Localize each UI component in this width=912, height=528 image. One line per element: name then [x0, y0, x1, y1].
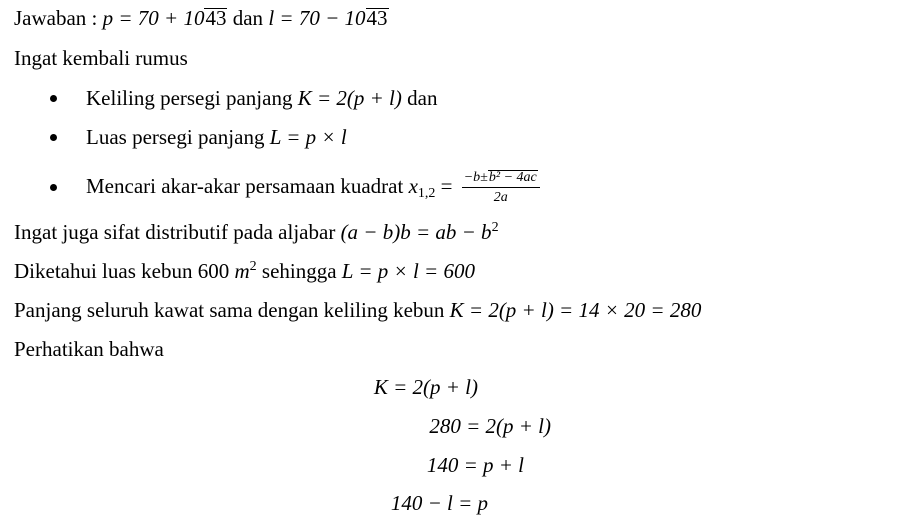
notice-line: Perhatikan bahwa [14, 337, 164, 361]
equation-rhs: = 2(p + l) [387, 375, 478, 399]
area-text: Diketahui luas kebun 600 [14, 259, 235, 283]
distributive-text: Ingat juga sifat distributif pada aljabar [14, 220, 341, 244]
recall-formula-line: Ingat kembali rumus [14, 46, 188, 70]
equation-row [184, 452, 524, 478]
area-mid-text: sehingga [256, 259, 342, 283]
bullet-dot-1 [50, 95, 57, 102]
answer-line [14, 5, 389, 31]
equation-rhs: = p [452, 491, 488, 515]
bullet-keliling [86, 85, 437, 111]
bullet-dot-3 [50, 184, 57, 191]
x-subscript: 1,2 [417, 186, 436, 201]
distributive-formula: (a − b)b = ab − b [340, 220, 492, 244]
area-unit: m [234, 259, 250, 283]
sqrt-43-b: 43 [366, 6, 388, 30]
bullet-keliling-text: Keliling persegi panjang [86, 86, 298, 110]
bullet-luas [86, 124, 347, 150]
equation-lhs: 280 [429, 414, 461, 438]
equation-rhs: = p + l [458, 453, 524, 477]
x-variable: x [408, 174, 418, 198]
conjunction-dan: dan [227, 6, 269, 30]
quadratic-fraction [462, 170, 540, 206]
equation-row [138, 374, 478, 400]
keliling-formula: K = 2(p + l) [297, 86, 402, 110]
equation-lhs: 140 [426, 453, 459, 477]
fraction-numerator: −b±b² − 4ac [462, 170, 540, 188]
bullet-quadratic [86, 166, 540, 206]
equation-rhs: = 2(p + l) [460, 414, 551, 438]
wire-text: Panjang seluruh kawat sama dengan keliling kebun [14, 298, 450, 322]
bullet-keliling-after: dan [401, 86, 438, 110]
wire-formula: K = 2(p + l) = 14 × 20 = 280 [449, 298, 702, 322]
luas-formula: L = p × l [269, 125, 347, 149]
answer-label: Jawaban : [14, 6, 103, 30]
discriminant-sqrt: b² − 4ac [488, 170, 537, 186]
distributive-exponent: 2 [491, 220, 499, 235]
equation-lhs: K [373, 375, 388, 399]
equation-row [148, 490, 488, 516]
wire-line [14, 297, 701, 323]
sqrt-43-a: 43 [205, 6, 227, 30]
area-line [14, 258, 475, 284]
area-unit-exponent: 2 [249, 259, 257, 274]
bullet-luas-text: Luas persegi panjang [86, 125, 270, 149]
l-expression: l = 70 − 10 [268, 6, 366, 30]
distributive-line [14, 219, 499, 245]
equation-row [211, 413, 551, 439]
fraction-denominator: 2a [493, 190, 508, 206]
p-expression: p = 70 + 10 [102, 6, 205, 30]
bullet-quadratic-text: Mencari akar-akar persamaan kuadrat [86, 174, 409, 198]
area-formula: L = p × l = 600 [341, 259, 475, 283]
equation-lhs: 140 − l [390, 491, 453, 515]
equals-sign: = [435, 174, 458, 198]
bullet-dot-2 [50, 134, 57, 141]
